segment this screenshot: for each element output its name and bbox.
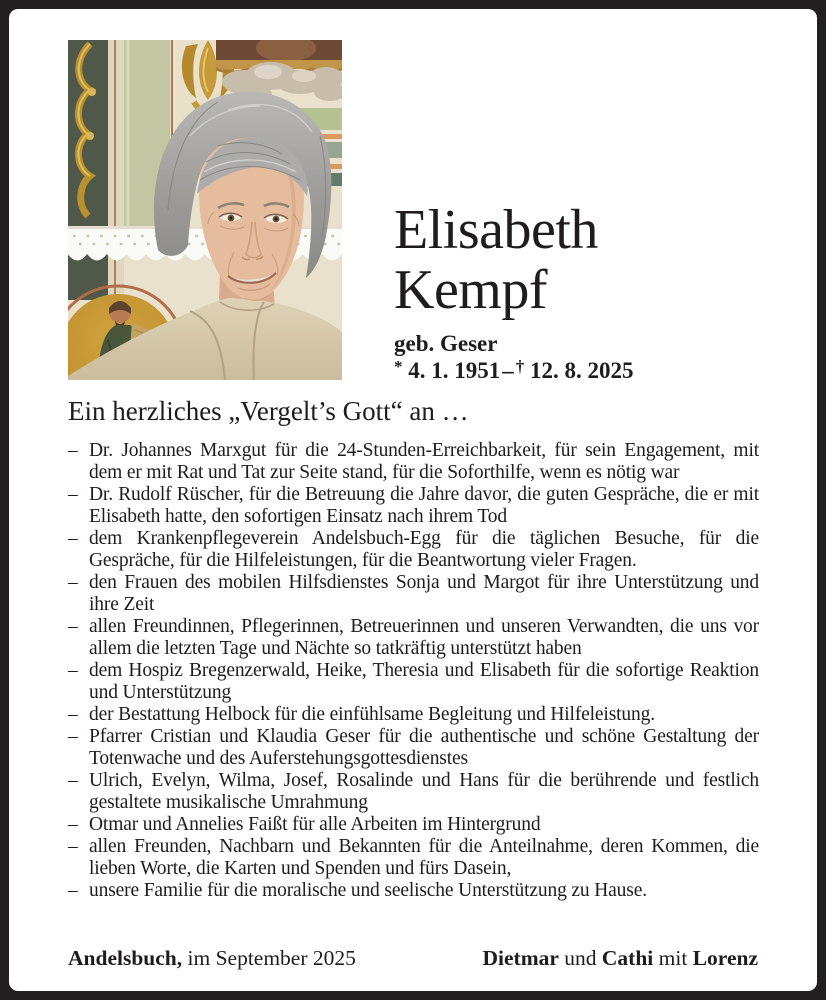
footer-family [483, 945, 759, 972]
thanks-item [68, 880, 759, 902]
bullet-dash: – [68, 836, 78, 857]
bullet-dash: – [68, 440, 78, 461]
bullet-dash: – [68, 814, 78, 835]
bullet-dash: – [68, 484, 78, 505]
thanks-item [68, 616, 759, 660]
thanks-item-text: allen Freunden, Nachbarn und Bekannten für die Anteilnahme, deren Kommen, die lieben Worte, die Karten und Spenden und fürs Dasein, [89, 836, 759, 879]
bullet-dash: – [68, 572, 78, 593]
bullet-dash: – [68, 528, 78, 549]
bullet-dash: – [68, 880, 78, 901]
thanks-item-text: Pfarrer Cristian und Klaudia Geser für die authentische und schöne Gestaltung der Totenwache und des Auferstehungsgottesdienstes [89, 726, 759, 769]
bullet-dash: – [68, 770, 78, 791]
maiden-name: geb. Geser [394, 331, 498, 356]
thanks-list [68, 440, 759, 902]
thanks-item-text: unsere Familie für die moralische und seelische Unterstützung zu Hause. [89, 880, 647, 901]
name-block [394, 200, 766, 386]
born-symbol: * [394, 357, 403, 377]
thanks-item [68, 572, 759, 616]
family-name: Lorenz [692, 946, 758, 970]
thanks-item [68, 770, 759, 814]
thanks-item [68, 814, 759, 836]
thanks-item-text: Dr. Johannes Marxgut für die 24-Stunden-Erreichbarkeit, für sein Engagement, mit dem er mit Rat und Tat zur Seite stand, für die Soforthilfe, wenn es nötig war [89, 440, 759, 483]
bullet-dash: – [68, 704, 78, 725]
last-name: Kempf [394, 259, 548, 321]
footer-place: Andelsbuch, [68, 946, 183, 970]
portrait-illustration [68, 40, 342, 380]
family-name: Cathi [601, 946, 654, 970]
footer-date: im September 2025 [187, 946, 356, 970]
thanks-item [68, 726, 759, 770]
died-symbol: † [515, 357, 525, 377]
thanks-item [68, 440, 759, 484]
thanks-item-text: den Frauen des mobilen Hilfsdienstes Sonja und Margot für ihre Unterstützung und ihre Zeit [89, 572, 759, 615]
born-date: 4. 1. 1951 [408, 358, 501, 383]
thanks-heading: Ein herzliches „Vergelt’s Gott“ an … [68, 396, 469, 426]
thanks-item [68, 528, 759, 572]
footer [68, 945, 758, 972]
thanks-item-text: allen Freundinnen, Pflegerinnen, Betreuerinnen und unseren Verwandten, die uns vor allem die letzten Tage und Nächte so tatkräftig unterstützt haben [89, 616, 759, 659]
bullet-dash: – [68, 726, 78, 747]
thanks-item-text: dem Hospiz Bregenzerwald, Heike, Theresia und Elisabeth für die sofortige Reaktion und Unterstützung [89, 660, 759, 703]
thanks-item [68, 704, 759, 726]
thanks-item [68, 836, 759, 880]
thanks-item-text: dem Krankenpflegeverein Andelsbuch-Egg für die täglichen Besuche, für die Gespräche, für die Hilfeleistungen, für die Beantwortung vieler Fragen. [89, 528, 759, 571]
first-name: Elisabeth [394, 199, 598, 261]
thanks-item-text: der Bestattung Helbock für die einfühlsame Begleitung und Hilfeleistung. [89, 704, 655, 725]
family-separator: mit [658, 946, 688, 970]
died-date: 12. 8. 2025 [530, 358, 634, 383]
bullet-dash: – [68, 616, 78, 637]
thanks-item-text: Dr. Rudolf Rüscher, für die Betreuung die Jahre davor, die guten Gespräche, die er mit Elisabeth hatte, den sofortigen Einsatz nach ihrem Tod [89, 484, 759, 527]
thanks-item-text: Otmar und Annelies Faißt für alle Arbeiten im Hintergrund [89, 814, 541, 835]
footer-place-date [68, 945, 356, 972]
family-separator: und [564, 946, 597, 970]
family-name: Dietmar [482, 946, 559, 970]
thanks-item [68, 484, 759, 528]
thanks-item [68, 660, 759, 704]
thanks-item-text: Ulrich, Evelyn, Wilma, Josef, Rosalinde und Hans für die berührende und festlich gestaltete musikalische Umrahmung [89, 770, 759, 813]
portrait-photo [68, 40, 342, 380]
bullet-dash: – [68, 660, 78, 681]
life-dates [394, 357, 766, 386]
date-separator: – [502, 358, 514, 383]
